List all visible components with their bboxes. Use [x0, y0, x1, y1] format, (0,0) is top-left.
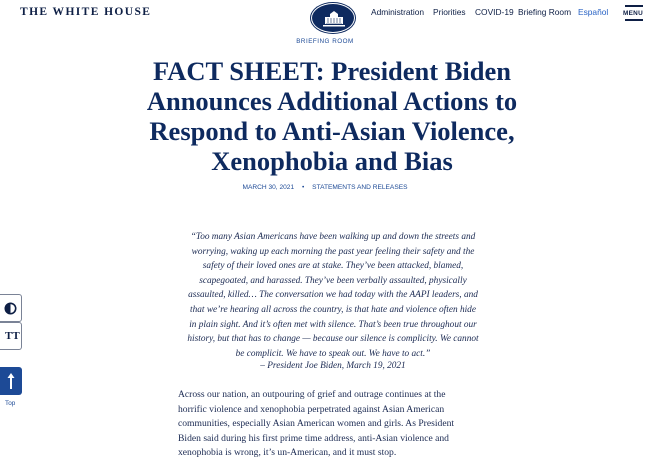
- section-kicker[interactable]: BRIEFING ROOM: [296, 38, 354, 45]
- quote-line: “Too many Asian Americans have been walking up and down the streets and: [190, 232, 476, 242]
- nav-administration[interactable]: Administration: [371, 7, 425, 17]
- white-house-seal-icon[interactable]: [311, 3, 355, 33]
- contrast-toggle-button[interactable]: [0, 294, 22, 322]
- nav-briefing-room[interactable]: Briefing Room: [518, 7, 572, 17]
- pull-quote: [170, 230, 496, 361]
- menu-bar-bottom: [625, 19, 643, 21]
- article-category[interactable]: STATEMENTS AND RELEASES: [312, 184, 408, 191]
- quote-line: history, but that has to change — because our silence is complicity. We cannot: [187, 334, 479, 345]
- nav-priorities[interactable]: Priorities: [433, 7, 466, 17]
- body-line: Across our nation, an outpouring of grief and outrage continues at the: [178, 389, 446, 400]
- text-size-icon: TT: [5, 330, 20, 342]
- quote-line: be complicit. We have to speak out. We have to act.”: [235, 348, 431, 359]
- menu-button[interactable]: [623, 5, 645, 21]
- body-line: communities, especially Asian American women and girls. As President: [178, 418, 455, 430]
- menu-bar-top: [625, 5, 643, 7]
- article-meta: [0, 184, 650, 191]
- text-size-button[interactable]: [0, 322, 22, 350]
- contrast-icon: [4, 302, 17, 315]
- title-line: Announces Additional Actions to: [146, 86, 518, 116]
- site-brand[interactable]: THE WHITE HOUSE: [20, 6, 152, 18]
- back-to-top-button[interactable]: [0, 367, 22, 395]
- quote-attribution: – President Joe Biden, March 19, 2021: [260, 361, 406, 371]
- site-header: [0, 0, 650, 26]
- quote-line: in plain sight. And it’s often met with silence. That’s been true throughout our: [189, 319, 477, 330]
- arrow-up-icon: [6, 372, 16, 390]
- quote-line: scapegoated, and harassed. They’ve been verbally assaulted, physically: [199, 275, 467, 286]
- quote-line: assaulted, killed… The conversation we had today with the AAPI leaders, and: [188, 290, 478, 301]
- quote-line: safety of their loved ones are at stake. They’ve been attacked, blamed,: [202, 261, 464, 272]
- body-line: horrific violence and xenophobia perpetrated against Asian American: [178, 403, 445, 415]
- quote-line: that we’re hearing all across the country, is that hate and violence often hide: [190, 304, 476, 315]
- article-body: [178, 388, 474, 461]
- nav-covid-19[interactable]: COVID-19: [475, 7, 514, 17]
- meta-separator: •: [301, 184, 305, 191]
- article-date: MARCH 30, 2021: [242, 184, 295, 191]
- title-line: Respond to Anti-Asian Violence,: [149, 116, 515, 146]
- back-to-top-label[interactable]: Top: [5, 400, 16, 407]
- quote-line: worrying, waking up each morning the past year feeling their safety and the: [191, 246, 475, 257]
- menu-label: MENU: [623, 10, 644, 17]
- nav-espanol[interactable]: Español: [578, 7, 609, 17]
- title-line: FACT SHEET: President Biden: [152, 56, 512, 86]
- body-line: Biden said during his first prime time address, anti-Asian violence and: [178, 432, 449, 444]
- page-title: [130, 56, 534, 176]
- title-line: Xenophobia and Bias: [211, 146, 453, 176]
- body-line: xenophobia is wrong, it’s un-American, and it must stop.: [178, 447, 397, 459]
